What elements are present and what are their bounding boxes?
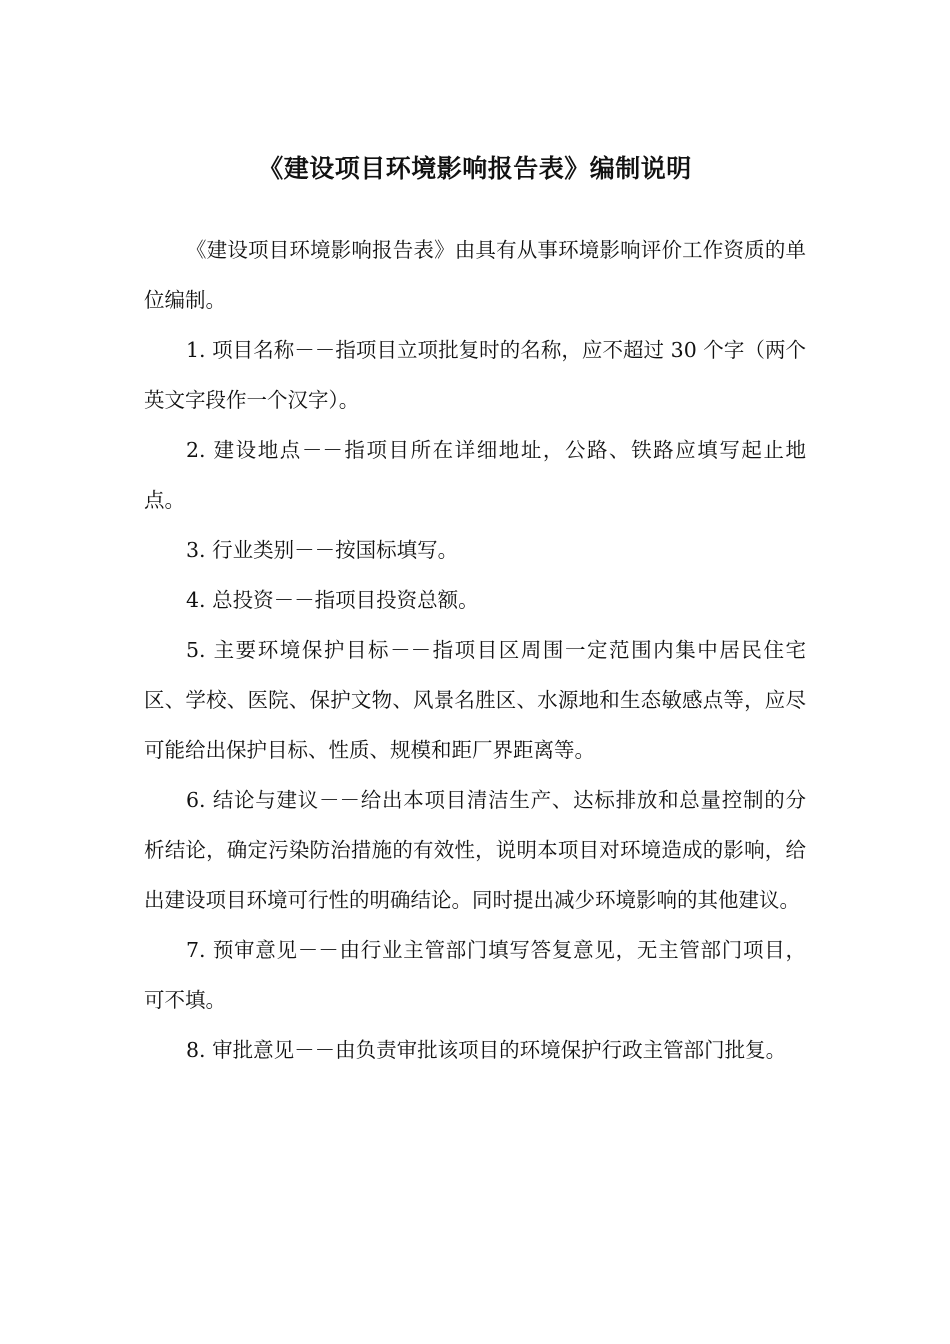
item-total-investment: 4. 总投资－－指项目投资总额。	[186, 588, 479, 612]
item-protection-targets: 5. 主要环境保护目标－－指项目区周围一定范围内集中居民住宅区、学校、医院、保护文物、风景名胜区、水源地和生态敏感点等，应尽可能给出保护目标、性质、规模和距厂界距离等。	[144, 638, 806, 762]
item-approval-opinion: 8. 审批意见－－由负责审批该项目的环境保护行政主管部门批复。	[186, 1038, 787, 1062]
item-conclusions: 6. 结论与建议－－给出本项目清洁生产、达标排放和总量控制的分析结论，确定污染防治措施的有效性，说明本项目对环境造成的影响，给出建设项目环境可行性的明确结论。同时提出减少环境影响的其他建议。	[144, 788, 806, 912]
document-body	[144, 225, 806, 1075]
item-construction-site: 2. 建设地点－－指项目所在详细地址，公路、铁路应填写起止地点。	[144, 438, 806, 512]
item-project-name: 1. 项目名称－－指项目立项批复时的名称，应不超过 30 个字（两个英文字段作一个汉字）。	[144, 338, 806, 412]
document-title: 《建设项目环境影响报告表》编制说明	[258, 153, 692, 183]
item-industry-category: 3. 行业类别－－按国标填写。	[186, 538, 459, 562]
item-preliminary-review: 7. 预审意见－－由行业主管部门填写答复意见，无主管部门项目，可不填。	[144, 938, 806, 1012]
intro-paragraph: 《建设项目环境影响报告表》由具有从事环境影响评价工作资质的单位编制。	[144, 238, 806, 312]
